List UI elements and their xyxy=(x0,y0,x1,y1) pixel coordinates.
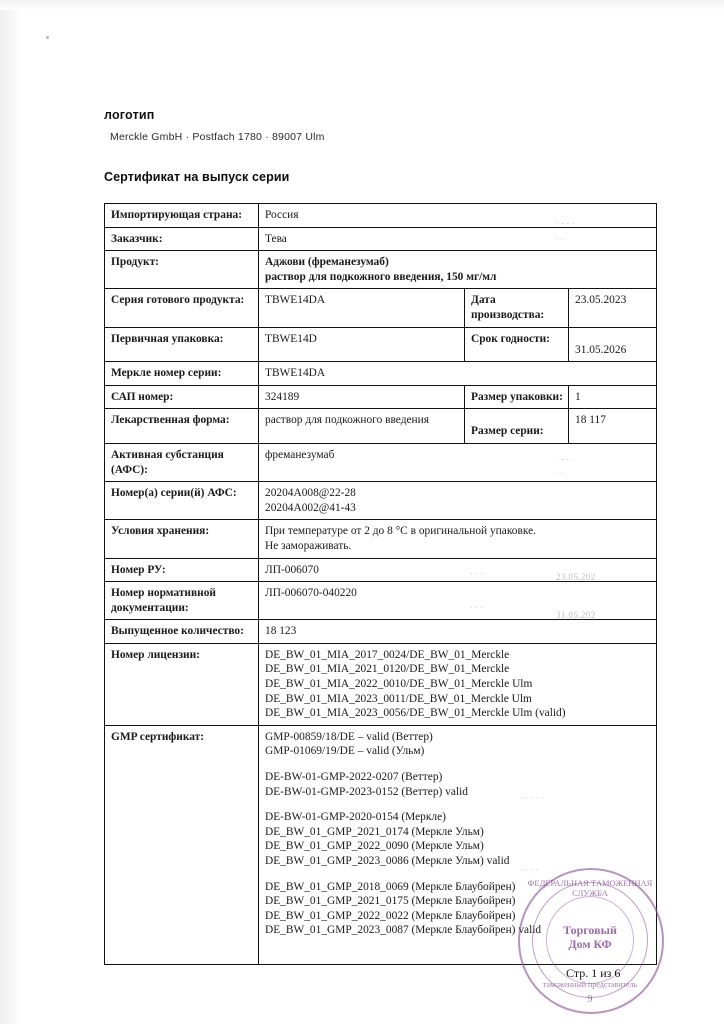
importing-country-value: Россия xyxy=(259,204,657,228)
scan-artifact-text: . . . . xyxy=(520,862,539,872)
license-line-5: DE_BW_01_MIA_2023_0056/DE_BW_01_Merckle Ulm (valid) xyxy=(265,707,566,720)
certificate-table xyxy=(104,203,657,965)
scan-artifact-text: . . xyxy=(556,232,564,242)
customer-value: Тева xyxy=(259,227,657,251)
product-value-line2: раствор для подкожного введения, 150 мг/мл xyxy=(265,270,497,283)
table-row xyxy=(105,362,657,386)
table-row xyxy=(105,558,657,582)
storage-line1: При температуре от 2 до 8 °С в оригинальной упаковке. xyxy=(265,525,537,538)
sap-value: 324189 xyxy=(259,385,465,409)
batch-size-label-text: Размер серии: xyxy=(471,425,544,438)
released-qty-label: Выпущенное количество: xyxy=(105,620,259,644)
storage-line2: Не замораживать. xyxy=(265,539,352,552)
primary-pack-value: TBWE14D xyxy=(259,327,465,362)
license-line-1: DE_BW_01_MIA_2017_0024/DE_BW_01_Merckle xyxy=(265,648,510,661)
storage-value xyxy=(259,520,657,558)
stamp-mid-line1: Торговый xyxy=(563,923,617,937)
manufacture-date-value: 23.05.2023 xyxy=(569,289,657,327)
gmp-gap-5 xyxy=(265,949,651,960)
scan-artifact-text: . . xyxy=(556,466,564,476)
expiry-label xyxy=(465,327,569,362)
pack-size-label: Размер упаковки: xyxy=(465,385,569,409)
table-row xyxy=(105,643,657,725)
gmp-g3-line-4: DE_BW_01_GMP_2023_0086 (Меркле Ульм) valid xyxy=(265,855,510,867)
merckle-batch-label: Меркле номер серии: xyxy=(105,362,259,386)
stamp-number: 9 xyxy=(587,994,593,1005)
api-batch-line1: 20204A008@22-28 xyxy=(265,487,356,500)
batch-size-spacer xyxy=(471,413,563,424)
table-row xyxy=(105,482,657,520)
api-batch-line2: 20204A002@41-43 xyxy=(265,501,356,514)
scan-artifact-text: . . . xyxy=(470,600,484,610)
expiry-spacer xyxy=(575,332,651,343)
scan-artifact-text: . . . . xyxy=(556,452,575,462)
faint-date-artifact-1: 23.05.202 xyxy=(556,572,596,582)
gmp-g3-line-1: DE-BW-01-GMP-2020-0154 (Меркле) xyxy=(265,811,446,824)
api-batch-label: Номер(а) серии(й) АФС: xyxy=(105,482,259,520)
license-label: Номер лицензии: xyxy=(105,643,259,725)
manufacture-date-label: Дата производства: xyxy=(465,289,569,327)
license-line-4: DE_BW_01_MIA_2023_0011/DE_BW_01_Merckle Ulm xyxy=(265,692,532,705)
scan-speck xyxy=(46,36,49,39)
stamp-top-text: ФЕДЕРАЛЬНАЯ ТАМОЖЕННАЯ СЛУЖБА xyxy=(527,878,653,898)
company-address: Merckle GmbH · Postfach 1780 · 89007 Ulm xyxy=(110,131,325,143)
sap-label: САП номер: xyxy=(105,385,259,409)
expiry-value xyxy=(569,327,657,362)
ru-number-value: ЛП-006070 xyxy=(259,558,657,582)
gmp-g2-line-2: DE-BW-01-GMP-2023-0152 (Веттер) valid xyxy=(265,785,468,798)
table-row xyxy=(105,289,657,327)
merckle-batch-value: TBWE14DA xyxy=(259,362,657,386)
table-row xyxy=(105,385,657,409)
released-qty-value: 18 123 xyxy=(259,620,657,644)
gmp-g4-line-2: DE_BW_01_GMP_2021_0175 (Меркле Блаубойрен) xyxy=(265,895,516,908)
table-row xyxy=(105,520,657,558)
table-row xyxy=(105,582,657,620)
dosage-form-value: раствор для подкожного введения xyxy=(259,409,465,444)
gmp-values xyxy=(259,725,657,964)
gmp-label: GMP сертификат: xyxy=(105,725,259,964)
api-batch-value xyxy=(259,482,657,520)
stamp-mid-line2: Дом КФ xyxy=(568,936,612,951)
importing-country-label: Импортирующая страна: xyxy=(105,204,259,228)
table-row xyxy=(105,620,657,644)
gmp-gap-2 xyxy=(265,799,651,810)
table-row xyxy=(105,251,657,289)
gmp-gap-1 xyxy=(265,759,651,770)
table-row xyxy=(105,204,657,228)
expiry-value-text: 31.05.2026 xyxy=(575,343,627,356)
license-values xyxy=(259,643,657,725)
api-value: фреманезумаб xyxy=(259,443,657,481)
gmp-g3-line-2: DE_BW_01_GMP_2021_0174 (Меркле Ульм) xyxy=(265,825,484,838)
faint-date-artifact-2: 31.05.202 xyxy=(556,610,596,620)
gmp-g1-line-1: GMP-00859/18/DE – valid (Веттер) xyxy=(265,730,433,743)
page-title: Сертификат на выпуск серии xyxy=(104,170,290,184)
nd-number-label: Номер нормативной документации: xyxy=(105,582,259,620)
api-label: Активная субстанция (АФС): xyxy=(105,443,259,481)
stamp-bottom-text: таможенный представитель xyxy=(542,980,638,989)
gmp-g4-line-3: DE_BW_01_GMP_2022_0022 (Меркле Блаубойрен) xyxy=(265,909,516,922)
license-line-3: DE_BW_01_MIA_2022_0010/DE_BW_01_Merckle Ulm xyxy=(265,678,533,691)
nd-number-value: ЛП-006070-040220 xyxy=(259,582,657,620)
gmp-gap-4 xyxy=(265,938,651,949)
scan-edge-left xyxy=(0,0,22,1024)
expiry-label-text: Срок годности: xyxy=(471,332,550,345)
batch-size-label xyxy=(465,409,569,444)
scan-artifact-text: . . . xyxy=(470,566,484,576)
gmp-gap-3 xyxy=(265,869,651,880)
storage-label: Условия хранения: xyxy=(105,520,259,558)
table-row xyxy=(105,409,657,444)
license-line-2: DE_BW_01_MIA_2021_0120/DE_BW_01_Merckle xyxy=(265,663,510,676)
primary-pack-label: Первичная упаковка: xyxy=(105,327,259,362)
gmp-g4-line-4: DE_BW_01_GMP_2023_0087 (Меркле Блаубойрен) valid xyxy=(265,924,542,937)
table-row xyxy=(105,327,657,362)
gmp-g1-line-2: GMP-01069/19/DE – valid (Ульм) xyxy=(265,745,425,758)
pack-size-value: 1 xyxy=(569,385,657,409)
scan-edge-top xyxy=(0,0,724,10)
dosage-form-label: Лекарственная форма: xyxy=(105,409,259,444)
finished-batch-value: TBWE14DA xyxy=(259,289,465,327)
table-row xyxy=(105,725,657,964)
product-value xyxy=(259,251,657,289)
scan-artifact-text: . . . . xyxy=(556,216,575,226)
gmp-g2-line-1: DE-BW-01-GMP-2022-0207 (Веттер) xyxy=(265,771,443,784)
customer-label: Заказчик: xyxy=(105,227,259,251)
finished-batch-label: Серия готового продукта: xyxy=(105,289,259,327)
batch-size-value: 18 117 xyxy=(569,409,657,444)
gmp-g3-line-3: DE_BW_01_GMP_2022_0090 (Меркле Ульм) xyxy=(265,840,484,853)
product-value-line1: Аджови (фреманезумаб) xyxy=(265,256,389,269)
scan-artifact-text: . . . . . xyxy=(520,790,544,800)
gmp-g4-line-1: DE_BW_01_GMP_2018_0069 (Меркле Блаубойрен) xyxy=(265,880,516,893)
product-label: Продукт: xyxy=(105,251,259,289)
logo-placeholder: логотип xyxy=(104,108,155,122)
table-row xyxy=(105,443,657,481)
table-row xyxy=(105,227,657,251)
ru-number-label: Номер РУ: xyxy=(105,558,259,582)
document-content xyxy=(104,108,656,965)
page-number: Стр. 1 из 6 xyxy=(566,966,621,980)
